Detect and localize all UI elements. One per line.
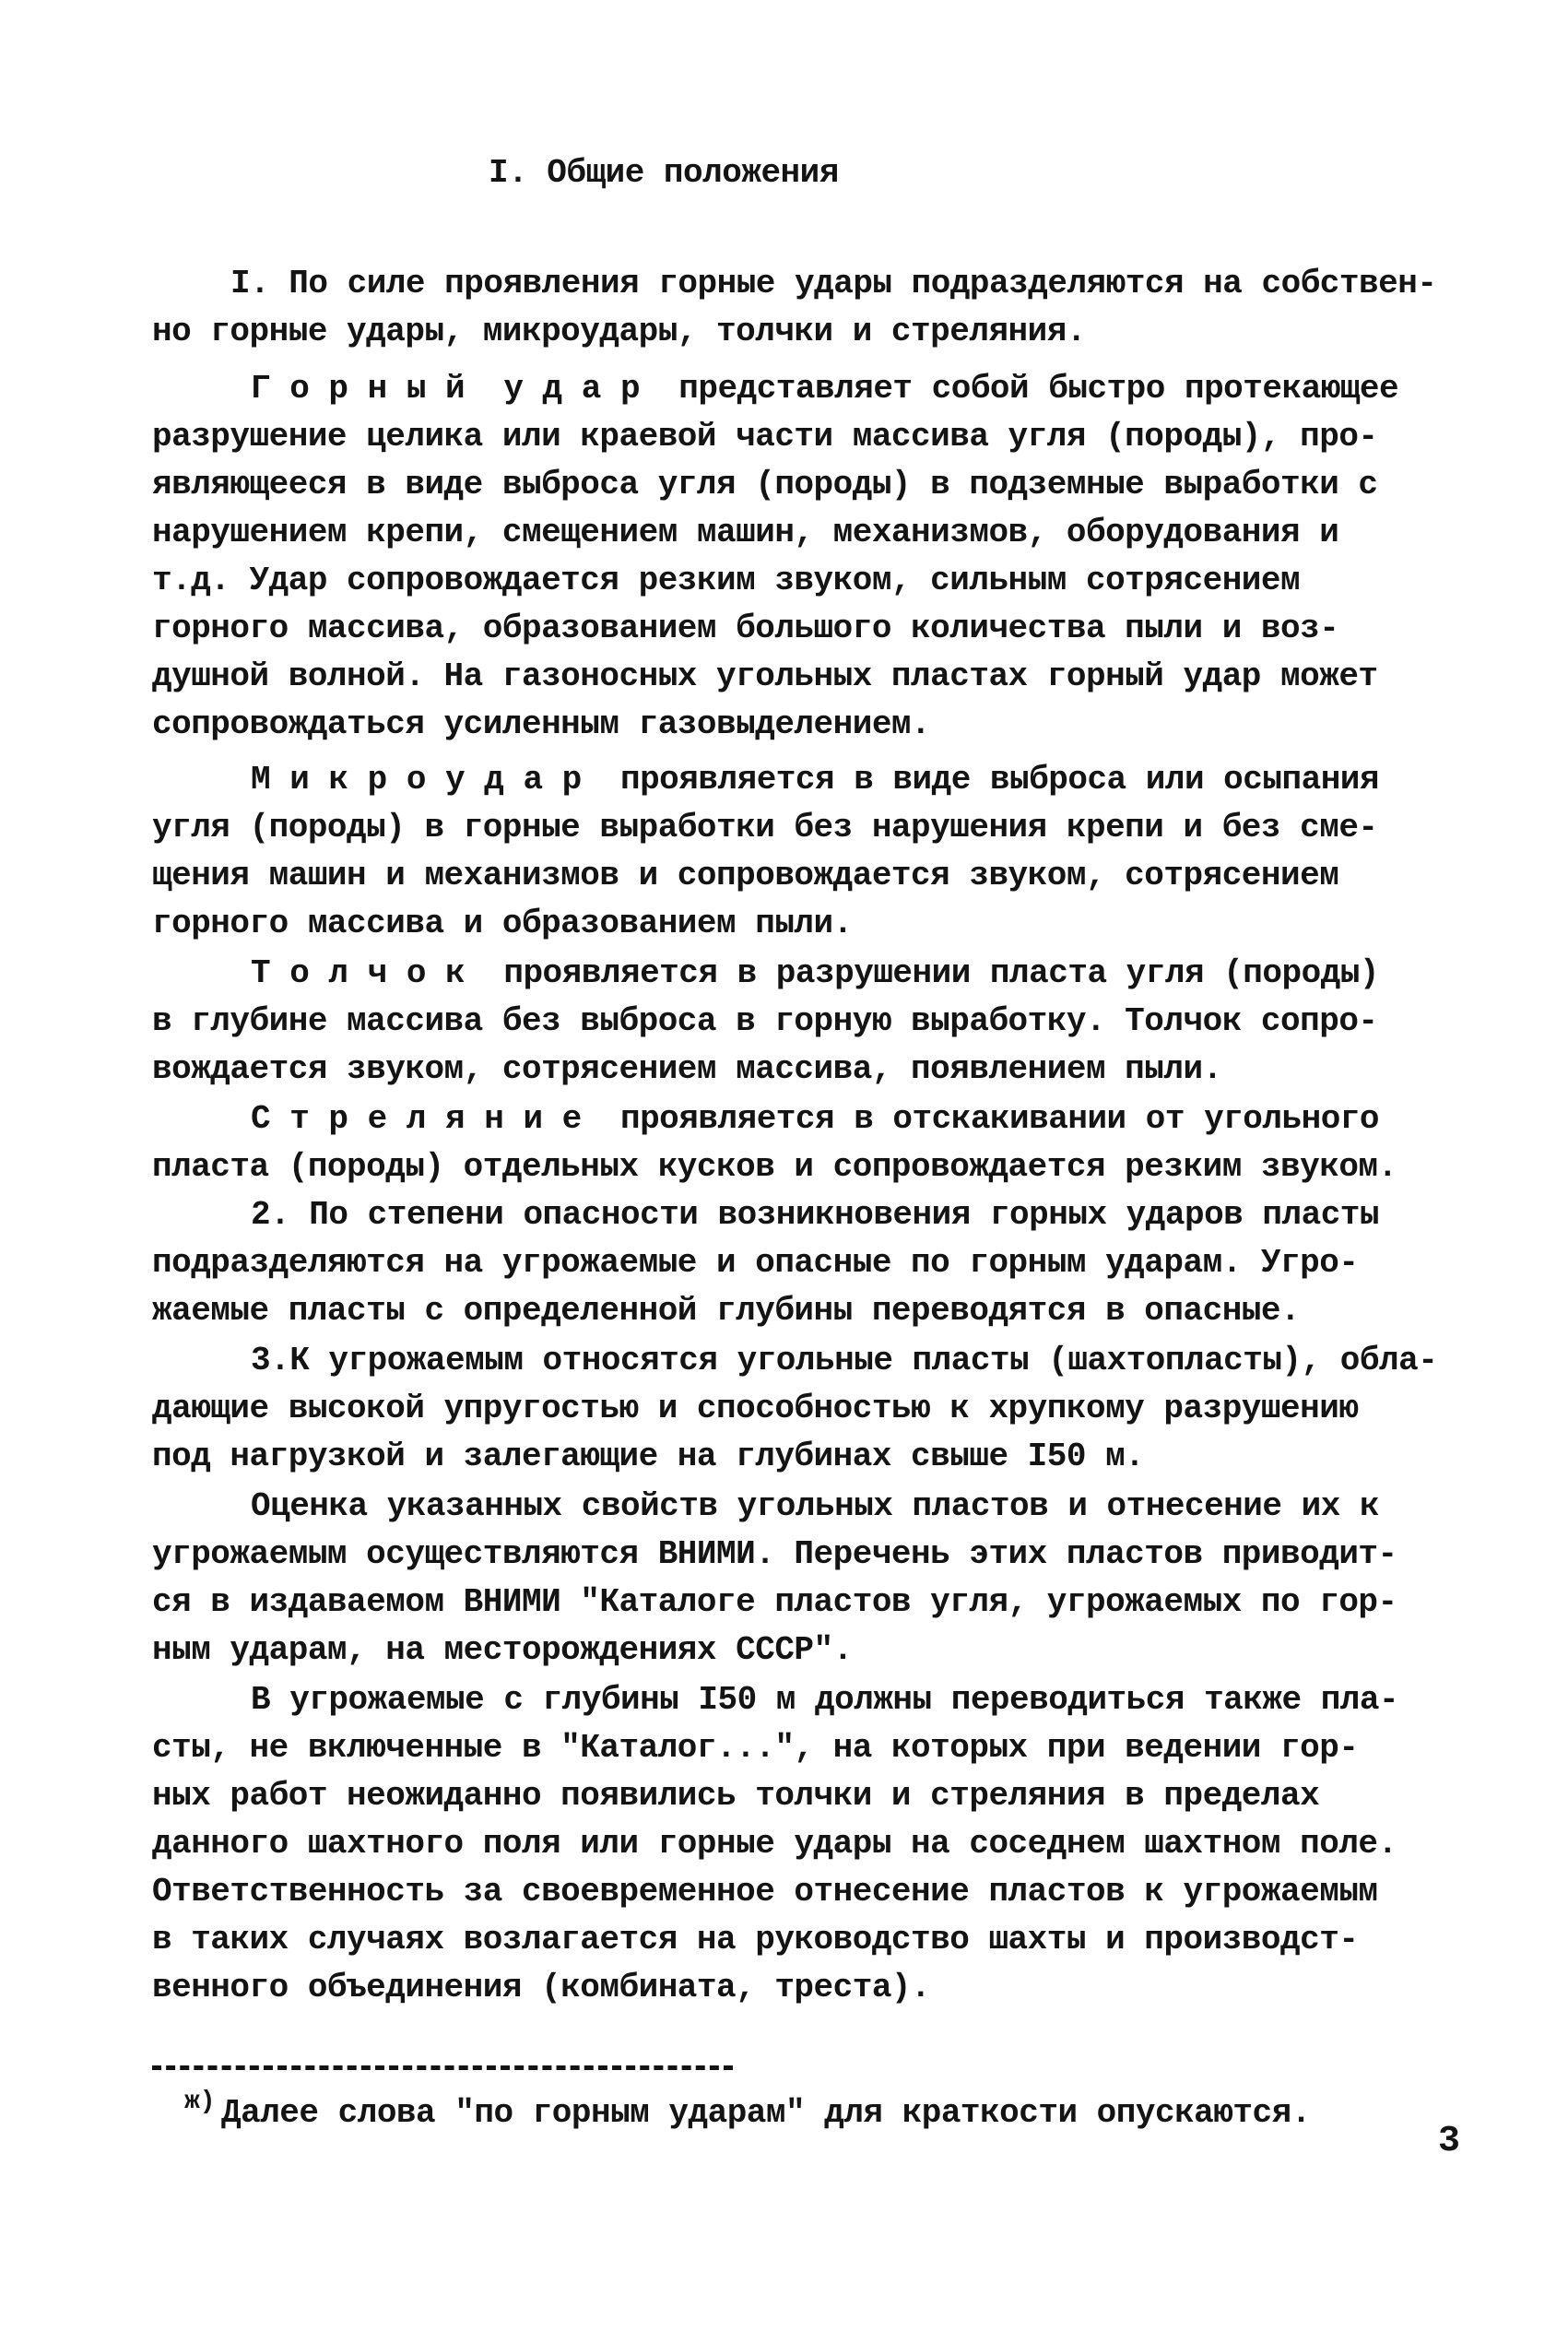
- body-line: Г о р н ы й у д а р представляет собой быстро протекающее: [251, 370, 1399, 408]
- body-line: угрожаемым осуществляются ВНИМИ. Перечень этих пластов приводит-: [152, 1535, 1397, 1573]
- body-line: угля (породы) в горные выработки без нарушения крепи и без сме-: [152, 809, 1378, 846]
- body-line: горного массива, образованием большого количества пыли и воз-: [152, 609, 1339, 647]
- body-line: подразделяются на угрожаемые и опасные по горным ударам. Угро-: [152, 1244, 1359, 1282]
- body-line: в таких случаях возлагается на руководство шахты и производст-: [152, 1921, 1359, 1958]
- body-line: венного объединения (комбината, треста).: [152, 1969, 931, 2006]
- body-line: но горные удары, микроудары, толчки и стреляния.: [152, 313, 1086, 350]
- body-line: ным ударам, на месторождениях СССР".: [152, 1631, 853, 1669]
- body-line: сопровождаться усиленным газовыделением.: [152, 705, 931, 743]
- body-line: пласта (породы) отдельных кусков и сопровождается резким звуком.: [152, 1148, 1397, 1186]
- footnote-mark: ж): [184, 2088, 216, 2116]
- body-line: душной волной. На газоносных угольных пластах горный удар может: [152, 657, 1378, 695]
- body-line: являющееся в виде выброса угля (породы) в подземные выработки с: [152, 466, 1378, 503]
- body-line: С т р е л я н и е проявляется в отскакивании от угольного: [251, 1100, 1380, 1138]
- footnote-text: Далее слова "по горным ударам" для краткости опускаются.: [221, 2094, 1311, 2132]
- body-line: Т о л ч о к проявляется в разрушении пласта угля (породы): [251, 954, 1380, 992]
- footnote-separator: [152, 2065, 733, 2070]
- body-line: горного массива и образованием пыли.: [152, 905, 853, 942]
- body-line: 2. По степени опасности возникновения горных ударов пласты: [251, 1196, 1380, 1234]
- body-line: щения машин и механизмов и сопровождается звуком, сотрясением: [152, 857, 1339, 894]
- body-line: в глубине массива без выброса в горную выработку. Толчок сопро-: [152, 1002, 1378, 1040]
- body-line: данного шахтного поля или горные удары на соседнем шахтном поле.: [152, 1825, 1397, 1863]
- body-line: разрушение целика или краевой части массива угля (породы), про-: [152, 418, 1378, 456]
- body-line: В угрожаемые с глубины I50 м должны переводиться также пла-: [251, 1681, 1399, 1719]
- body-line: т.д. Удар сопровождается резким звуком, сильным сотрясением: [152, 562, 1301, 599]
- body-line: сты, не включенные в "Каталог...", на которых при ведении гор-: [152, 1729, 1359, 1767]
- body-line: под нагрузкой и залегающие на глубинах свыше I50 м.: [152, 1438, 1145, 1475]
- body-line: ных работ неожиданно появились толчки и стреляния в пределах: [152, 1777, 1320, 1815]
- body-line: жаемые пласты с определенной глубины переводятся в опасные.: [152, 1292, 1301, 1330]
- body-line: нарушением крепи, смещением машин, механизмов, оборудования и: [152, 514, 1339, 551]
- body-line: ся в издаваемом ВНИМИ "Каталоге пластов угля, угрожаемых по гор-: [152, 1583, 1397, 1621]
- body-line: Оценка указанных свойств угольных пластов и отнесение их к: [251, 1487, 1380, 1525]
- section-heading: I. Общие положения: [489, 154, 839, 192]
- page-number: 3: [1438, 2121, 1461, 2162]
- body-line: 3.К угрожаемым относятся угольные пласты (шахтопласты), обла-: [251, 1342, 1438, 1379]
- body-line: Ответственность за своевременное отнесение пластов к угрожаемым: [152, 1873, 1378, 1911]
- body-line: I. По силе проявления горные удары подразделяются на собствен-: [230, 265, 1437, 302]
- body-line: вождается звуком, сотрясением массива, появлением пыли.: [152, 1050, 1222, 1088]
- body-line: дающие высокой упругостью и способностью к хрупкому разрушению: [152, 1390, 1359, 1427]
- body-line: М и к р о у д а р проявляется в виде выброса или осыпания: [251, 761, 1380, 799]
